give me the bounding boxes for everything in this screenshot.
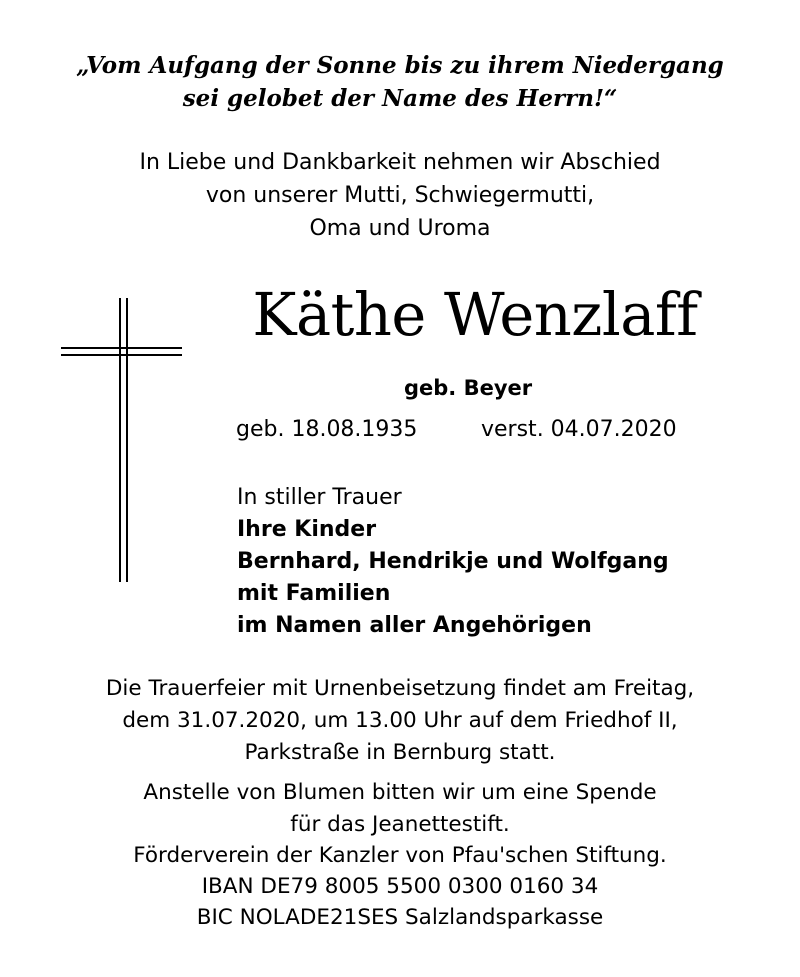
mourners-names: Bernhard, Hendrikje und Wolfgang	[237, 549, 669, 574]
intro-line-1: In Liebe und Dankbarkeit nehmen wir Abschied	[139, 150, 661, 175]
intro-line-2: von unserer Mutti, Schwiegermutti,	[205, 183, 595, 208]
donation-line-1: Anstelle von Blumen bitten wir um eine Spende	[143, 780, 657, 805]
ceremony-line-2: dem 31.07.2020, um 13.00 Uhr auf dem Friedhof II,	[122, 708, 678, 733]
intro-line-3: Oma und Uroma	[309, 216, 491, 241]
mourners-children: Ihre Kinder	[237, 517, 377, 542]
birth-date: geb. 18.08.1935	[236, 417, 418, 442]
quote-line-2: sei gelobet der Name des Herrn!“	[182, 85, 618, 112]
donation-iban: IBAN DE79 8005 5500 0300 0160 34	[201, 874, 599, 899]
mourners-intro: In stiller Trauer	[237, 485, 402, 510]
quote-line-1: „Vom Aufgang der Sonne bis zu ihrem Niedergang	[76, 52, 724, 79]
ceremony-line-1: Die Trauerfeier mit Urnenbeisetzung findet am Freitag,	[105, 676, 695, 701]
deceased-name: Käthe Wenzlaff	[252, 280, 698, 349]
mourners-relatives: im Namen aller Angehörigen	[237, 613, 592, 638]
donation-bic: BIC NOLADE21SES Salzlandsparkasse	[196, 905, 604, 930]
donation-line-2: für das Jeanettestift.	[290, 812, 510, 837]
death-date: verst. 04.07.2020	[481, 417, 677, 442]
ceremony-line-3: Parkstraße in Bernburg statt.	[244, 740, 556, 765]
donation-line-3: Förderverein der Kanzler von Pfau'schen Stiftung.	[133, 843, 667, 868]
mourners-families: mit Familien	[237, 581, 391, 606]
maiden-name: geb. Beyer	[404, 376, 533, 400]
